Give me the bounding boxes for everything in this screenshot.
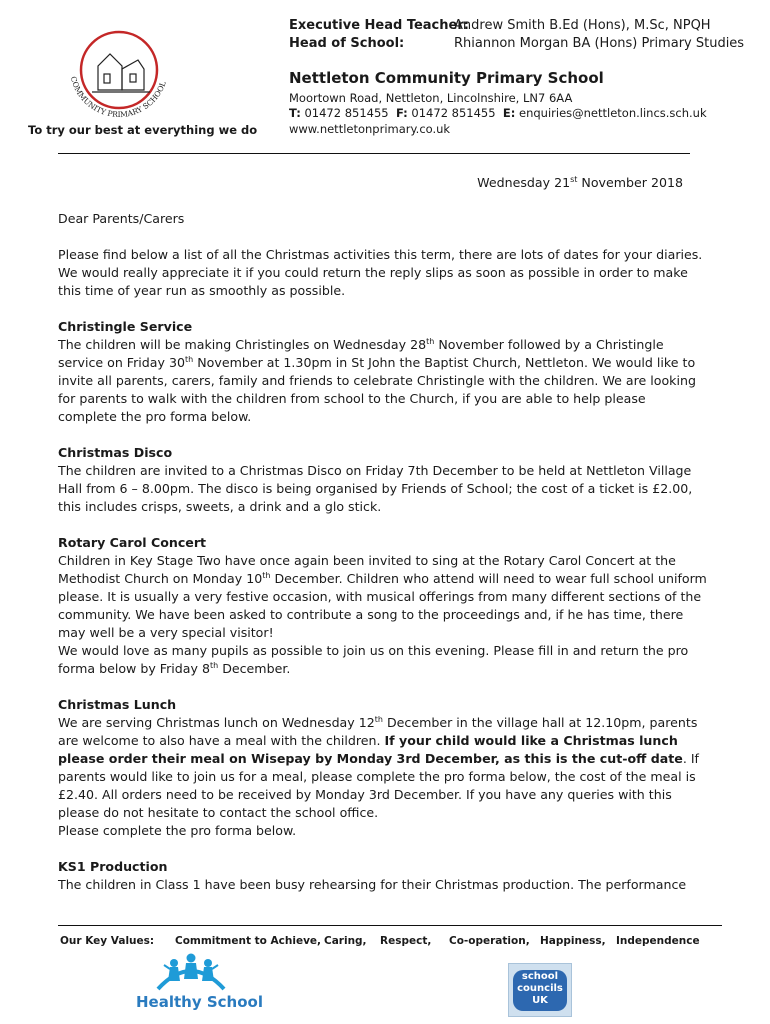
- healthy-school-figures-icon: [136, 951, 246, 993]
- website-link[interactable]: www.nettletonprimary.co.uk: [289, 122, 451, 136]
- motto: To try our best at everything we do: [28, 123, 258, 137]
- healthy-school-logo: [136, 951, 263, 1013]
- ks1-section: [58, 858, 708, 894]
- school-address: Moortown Road, Nettleton, Lincolnshire, LN7 6AA: [289, 91, 573, 105]
- logo-text-top: [58, 14, 119, 17]
- letter-date: Wednesday 21st November 2018: [477, 174, 683, 190]
- healthy-school-text: Healthy School: [136, 993, 263, 1011]
- email-label: E:: [502, 106, 516, 120]
- phone-label: T:: [289, 106, 301, 120]
- contact-line: [289, 105, 707, 122]
- ks1-heading: KS1 Production: [58, 859, 168, 874]
- executive-head-name: Andrew Smith B.Ed (Hons), M.Sc, NPQH: [454, 18, 711, 33]
- value-item: Respect,: [380, 935, 432, 947]
- carol-section: [58, 534, 708, 678]
- footer-divider: [58, 925, 722, 926]
- ks1-text: The children in Class 1 have been busy rehearsing for their Christmas production. The performance: [58, 877, 687, 892]
- head-of-school-label: Head of School:: [289, 36, 405, 51]
- letter-body: [58, 210, 708, 912]
- school-logo: [58, 14, 180, 126]
- lunch-text-2: Please complete the pro forma below.: [58, 823, 297, 838]
- fax-label: F:: [395, 106, 408, 120]
- executive-head-label: Executive Head Teacher:: [289, 18, 469, 33]
- christingle-section: [58, 318, 708, 426]
- lunch-text: We are serving Christmas lunch on Wednesday 12th December in the village hall at 12.10pm, parents are welcome to also have a meal with the children. If your child would like a Christmas lunch please order their meal on Wisepay by Monday 3rd December, as this is the cut-off date. If parents would like to join us for a meal, please complete the pro forma below, the cost of the meal is £2.40. All orders need to be received by Monday 3rd December. If you have any queries with this please do not hesitate to contact the school office.: [58, 714, 699, 820]
- carol-text-2: We would love as many pupils as possible to join us on this evening. Please fill in and return the pro forma below by Friday 8th December.: [58, 643, 689, 676]
- value-item: Independence: [616, 935, 700, 947]
- phone-number: 01472 851455: [304, 106, 389, 120]
- christingle-heading: Christingle Service: [58, 319, 193, 334]
- key-values-label: Our Key Values:: [60, 935, 155, 947]
- value-item: Co-operation,: [449, 935, 530, 947]
- email-link[interactable]: enquiries@nettleton.lincs.sch.uk: [519, 106, 707, 120]
- councils-text-1: school: [521, 971, 559, 982]
- councils-text-2: councils: [517, 983, 563, 994]
- carol-text: Children in Key Stage Two have once again been invited to sing at the Rotary Carol Concert at the Methodist Church on Monday 10th December. Children who attend will need to wear full school uniform please. It is usually a very festive occasion, with musical offerings from many different sections of the community. We have been asked to contribute a song to the proceedings and, if he has time, there may well be a very special visitor!: [58, 553, 707, 640]
- lunch-section: [58, 696, 708, 840]
- value-item: Commitment to Achieve,: [175, 935, 322, 947]
- lunch-heading: Christmas Lunch: [58, 697, 177, 712]
- school-councils-logo: [508, 963, 572, 1017]
- salutation: Dear Parents/Carers: [58, 211, 185, 226]
- logo-text-bottom: COMMUNITY PRIMARY SCHOOL: [68, 75, 168, 120]
- school-name: Nettleton Community Primary School: [289, 69, 604, 87]
- intro-paragraph: Please find below a list of all the Christmas activities this term, there are lots of dates for your diaries. We would really appreciate it if you could return the reply slips as soon as possible in order to make this time of year run as smoothly as possible.: [58, 247, 703, 298]
- value-item: Caring,: [324, 935, 367, 947]
- header-divider: [58, 153, 690, 154]
- christingle-text: The children will be making Christingles on Wednesday 28th November followed by a Christingle service on Friday 30th November at 1.30pm in St John the Baptist Church, Nettleton. We would like to invite all parents, carers, family and friends to celebrate Christingle with the children. We are looking for parents to walk with the children from school to the Church, if you are able to help please complete the pro forma below.: [58, 336, 696, 424]
- carol-heading: Rotary Carol Concert: [58, 535, 207, 550]
- fax-number: 01472 851455: [411, 106, 496, 120]
- disco-section: [58, 444, 708, 516]
- value-item: Happiness,: [540, 935, 606, 947]
- councils-text-3: UK: [532, 995, 548, 1006]
- head-of-school-name: Rhiannon Morgan BA (Hons) Primary Studies: [454, 36, 745, 51]
- disco-heading: Christmas Disco: [58, 445, 173, 460]
- disco-text: The children are invited to a Christmas Disco on Friday 7th December to be held at Nettleton Village Hall from 6 – 8.00pm. The disco is being organised by Friends of School; the cost of a ticket is £2.00, this includes crisps, sweets, a drink and a glo stick.: [58, 463, 693, 514]
